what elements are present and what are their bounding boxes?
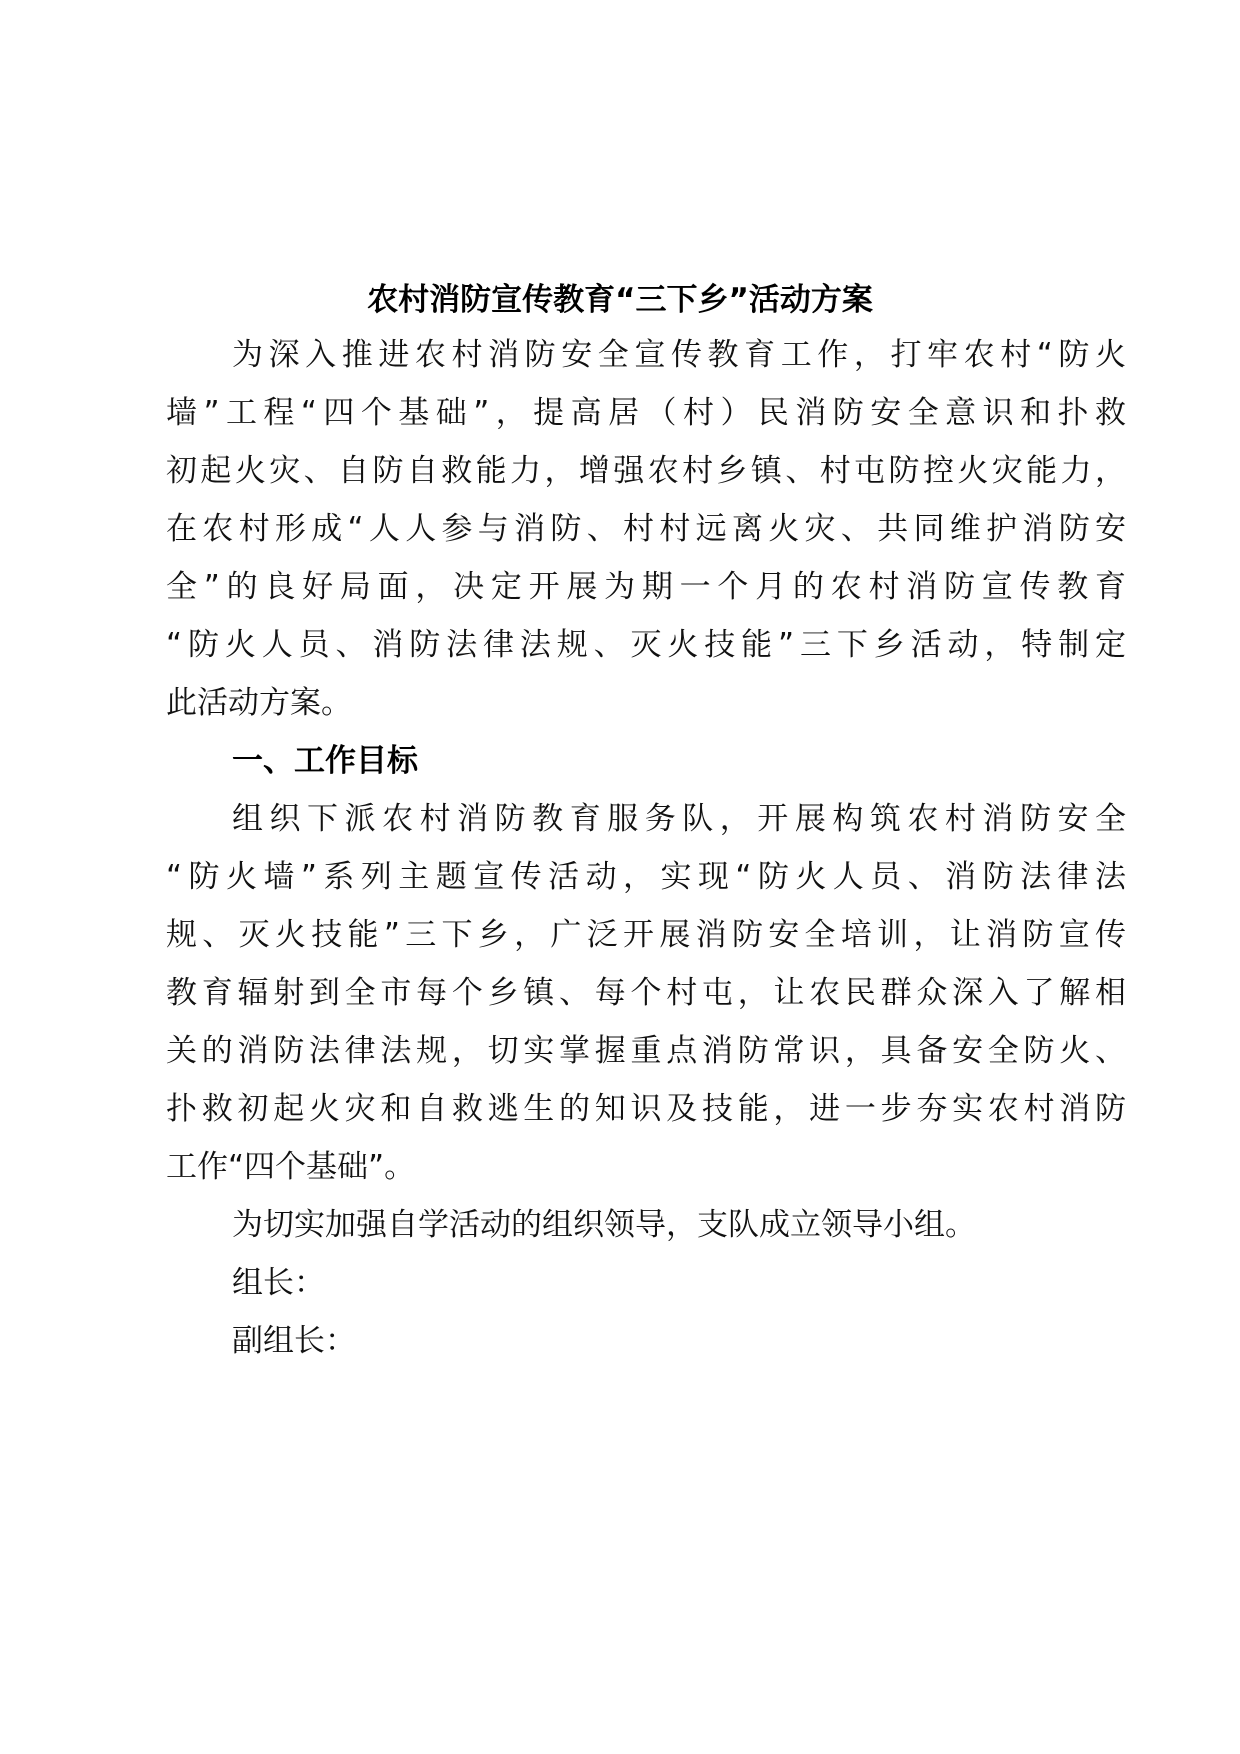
goals-line-5: 关的消防法律法规，切实掌握重点消防常识，具备安全防火、 [166, 1033, 1126, 1069]
goals-line-2: “防火墙”系列主题宣传活动，实现“防火人员、消防法律法 [166, 859, 1126, 895]
leadership-line: 为切实加强自学活动的组织领导，支队成立领导小组。 [232, 1207, 976, 1243]
intro-line-5: 全”的良好局面，决定开展为期一个月的农村消防宣传教育 [166, 569, 1126, 605]
intro-line-7: 此活动方案。 [166, 685, 352, 721]
goals-line-1: 组织下派农村消防教育服务队，开展构筑农村消防安全 [232, 801, 1126, 837]
leader-label: 组长： [232, 1265, 325, 1301]
intro-line-2: 墙”工程“四个基础”，提高居（村）民消防安全意识和扑救 [166, 395, 1126, 431]
document-title: 农村消防宣传教育“三下乡”活动方案 [367, 282, 873, 318]
deputy-leader-label: 副组长： [232, 1323, 356, 1359]
intro-line-3: 初起火灾、自防自救能力，增强农村乡镇、村屯防控火灾能力， [166, 453, 1126, 489]
goals-line-4: 教育辐射到全市每个乡镇、每个村屯，让农民群众深入了解相 [166, 975, 1126, 1011]
intro-line-1: 为深入推进农村消防安全宣传教育工作，打牢农村“防火 [232, 337, 1126, 373]
goals-line-7: 工作“四个基础”。 [166, 1149, 416, 1185]
goals-line-6: 扑救初起火灾和自救逃生的知识及技能，进一步夯实农村消防 [166, 1091, 1126, 1127]
section-heading-work-goals: 一、工作目标 [232, 743, 418, 779]
goals-line-3: 规、灭火技能”三下乡，广泛开展消防安全培训，让消防宣传 [166, 917, 1126, 953]
intro-line-4: 在农村形成“人人参与消防、村村远离火灾、共同维护消防安 [166, 511, 1126, 547]
intro-line-6: “防火人员、消防法律法规、灭火技能”三下乡活动，特制定 [166, 627, 1126, 663]
